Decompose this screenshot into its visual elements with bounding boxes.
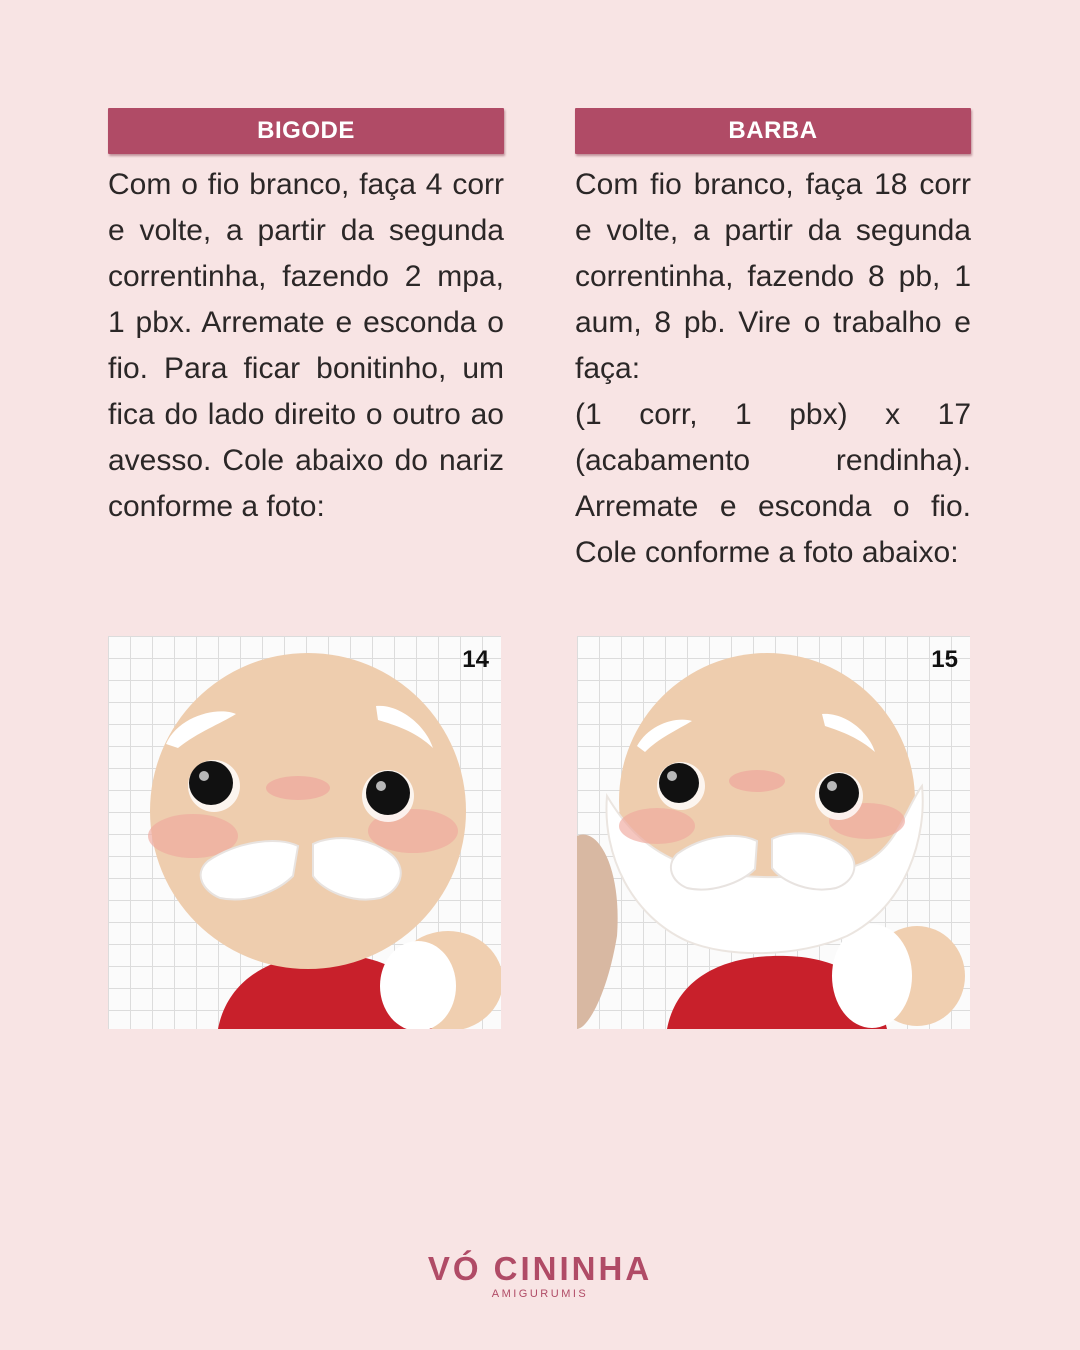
amigurumi-illustration bbox=[108, 636, 501, 1029]
brand-logo bbox=[0, 1250, 1080, 1300]
brand-name: VÓ CININHA bbox=[427, 1250, 653, 1287]
finger bbox=[577, 834, 618, 1029]
section-instructions: Com o fio branco, faça 4 corr e volte, a partir da segunda correntinha, fazendo 2 mpa, 1 pbx. Arremate e esconda o fio. Para ficar bonitinho, um fica do lado direito o outro ao avesso. Cole abaixo do nariz conforme a foto: bbox=[108, 168, 504, 523]
section-title: BIGODE bbox=[108, 108, 504, 154]
photo-mustache bbox=[108, 636, 501, 1029]
safety-eye bbox=[189, 761, 233, 805]
section-barba bbox=[575, 108, 971, 576]
white-cuff bbox=[380, 941, 456, 1029]
safety-eye bbox=[366, 771, 410, 815]
section-bigode bbox=[108, 108, 504, 530]
section-title: BARBA bbox=[575, 108, 971, 154]
amigurumi-illustration bbox=[577, 636, 970, 1029]
photo-number: 14 bbox=[462, 646, 489, 673]
nose-blush bbox=[266, 776, 330, 800]
safety-eye bbox=[819, 773, 859, 813]
white-cuff bbox=[832, 924, 912, 1028]
photo-number: 15 bbox=[931, 646, 958, 673]
cheek bbox=[619, 808, 695, 844]
photo-beard bbox=[577, 636, 970, 1029]
safety-eye bbox=[659, 763, 699, 803]
nose-blush bbox=[729, 770, 785, 792]
brand-tagline: AMIGURUMIS bbox=[491, 1288, 589, 1300]
section-instructions: Com fio branco, faça 18 corr e volte, a partir da segunda correntinha, fazendo 8 pb, 1 aum, 8 pb. Vire o trabalho e faça: (1 corr, 1 pbx) x 17 (acabamento rendinha). Arremate e esconda o fio. Cole conforme a foto abaixo: bbox=[575, 168, 971, 569]
